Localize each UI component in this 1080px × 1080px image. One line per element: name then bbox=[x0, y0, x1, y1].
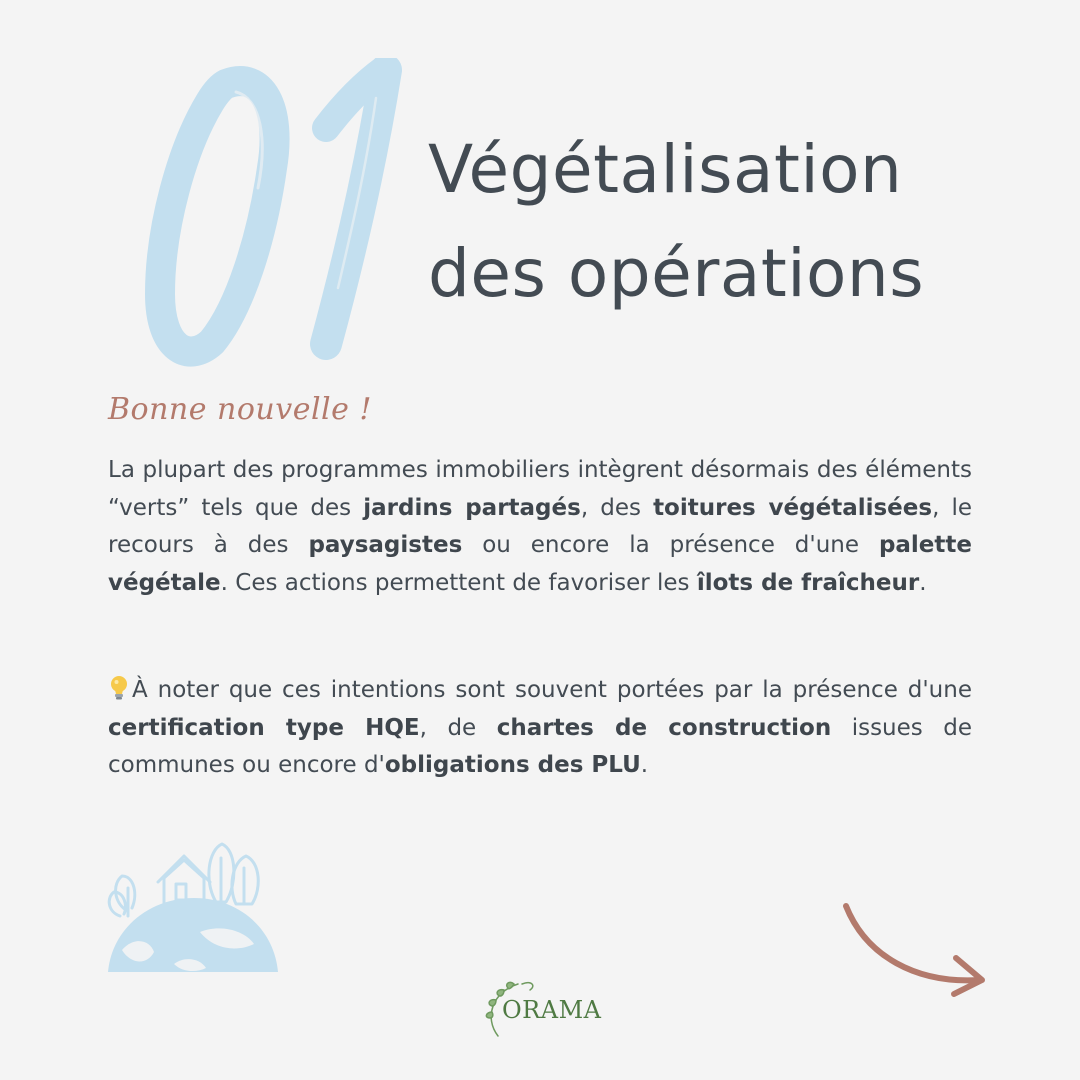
arrow-right-icon[interactable] bbox=[836, 896, 996, 1006]
planet-house-trees-illustration bbox=[104, 832, 282, 974]
highlight-toitures: toitures végétalisées bbox=[653, 494, 933, 521]
highlight-ilots: îlots de fraîcheur bbox=[696, 569, 920, 596]
highlight-jardins: jardins partagés bbox=[363, 494, 581, 521]
paragraph-1: La plupart des programmes immobiliers intègrent désormais des éléments “verts” tels que des jardins partagés, des toitures végétalisées, le recours à des paysagistes ou encore la présence d'une palette végétale. Ces actions permettent de favoriser les îlots de fraîcheur. bbox=[108, 457, 973, 596]
highlight-palette: palette végétale bbox=[108, 532, 972, 596]
highlight-plu: obligations des PLU bbox=[384, 752, 641, 778]
big-number-01 bbox=[140, 58, 420, 368]
highlight-chartes: chartes de construction bbox=[496, 714, 832, 741]
highlight-hqe: certification type HQE bbox=[108, 714, 420, 741]
subtitle: Bonne nouvelle ! bbox=[108, 392, 372, 427]
title-line-2: des opérations bbox=[428, 235, 925, 312]
page-title bbox=[428, 118, 924, 326]
highlight-paysagistes: paysagistes bbox=[308, 532, 463, 558]
lightbulb-icon bbox=[108, 675, 130, 701]
paragraph-2: À noter que ces intentions sont souvent portées par la présence d'une certification type HQE, de chartes de construction issues de communes ou encore d'obligations des PLU. bbox=[108, 677, 972, 778]
logo-text: ORAMA bbox=[502, 996, 602, 1024]
title-line-1: Végétalisation bbox=[428, 131, 903, 208]
